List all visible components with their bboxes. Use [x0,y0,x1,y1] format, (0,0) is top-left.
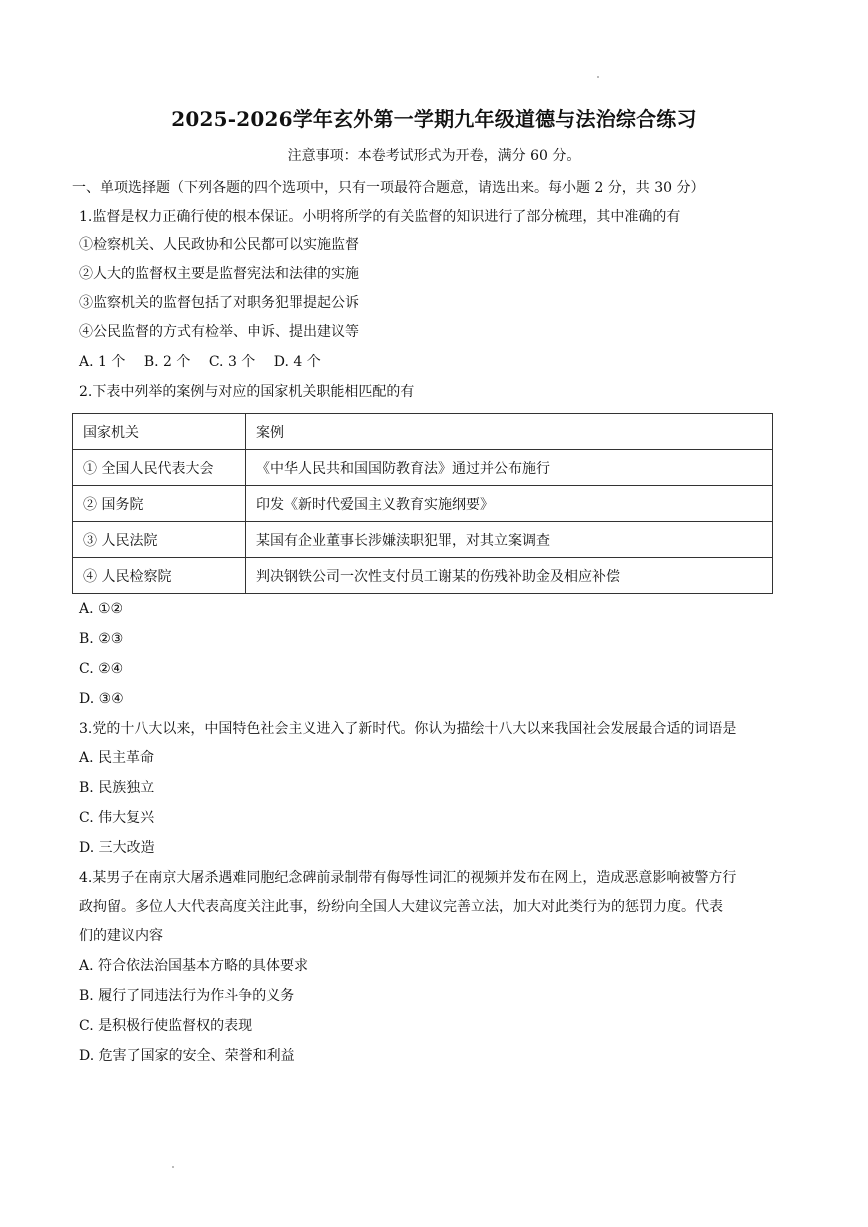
question-4-stem-line: 们的建议内容 [79,928,163,944]
table-row [73,522,773,558]
table-cell-case: 《中华人民共和国国防教育法》通过并公布施行 [246,450,773,486]
question-1-options [79,352,321,372]
table-cell-case: 印发《新时代爱国主义教育实施纲要》 [246,486,773,522]
question-2-option-b: B. ②③ [79,631,124,647]
table-cell-case: 某国有企业董事长涉嫌渎职犯罪，对其立案调查 [246,522,773,558]
case-table [72,413,773,594]
option-c: C. 3 个 [208,354,256,370]
table-header-cell: 案例 [246,414,773,450]
question-1-item: ③监察机关的监督包括了对职务犯罪提起公诉 [79,295,359,311]
question-1-item: ①检察机关、人民政协和公民都可以实施监督 [79,237,359,253]
exam-notice: 注意事项：本卷考试形式为开卷，满分 60 分。 [287,148,581,164]
question-3-option-c: C. 伟大复兴 [79,810,155,826]
question-4-option-b: B. 履行了同违法行为作斗争的义务 [79,988,295,1004]
table-row [73,558,773,594]
question-3-option-d: D. 三大改造 [79,840,155,856]
section-heading: 一、单项选择题（下列各题的四个选项中，只有一项最符合题意，请选出来。每小题 2 分，共 30 分） [72,180,705,196]
question-2-option-d: D. ③④ [79,691,124,707]
question-4-stem-line: 政拘留。多位人大代表高度关注此事，纷纷向全国人大建议完善立法，加大对此类行为的惩罚力度。代表 [79,899,723,915]
scan-dot [597,76,599,78]
table-cell-case: 判决钢铁公司一次性支付员工谢某的伤残补助金及相应补偿 [246,558,773,594]
question-1-stem: 1.监督是权力正确行使的根本保证。小明将所学的有关监督的知识进行了部分梳理，其中准确的有 [79,209,681,225]
question-3-stem: 3.党的十八大以来，中国特色社会主义进入了新时代。你认为描绘十八大以来我国社会发展最合适的词语是 [79,721,737,737]
question-4-option-d: D. 危害了国家的安全、荣誉和利益 [79,1048,295,1064]
table-cell-organ: ③ 人民法院 [73,522,246,558]
question-1-item: ②人大的监督权主要是监督宪法和法律的实施 [79,266,359,282]
question-3-option-b: B. 民族独立 [79,780,155,796]
option-b: B. 2 个 [143,354,191,370]
option-a: A. 1 个 [79,354,126,370]
table-row [73,486,773,522]
table-header-cell: 国家机关 [73,414,246,450]
question-4-stem-line: 4.某男子在南京大屠杀遇难同胞纪念碑前录制带有侮辱性词汇的视频并发布在网上，造成恶意影响被警方行 [79,870,737,886]
question-2-option-c: C. ②④ [79,661,124,677]
scan-dot [172,1166,174,1168]
question-3-option-a: A. 民主革命 [79,750,155,766]
table-cell-organ: ④ 人民检察院 [73,558,246,594]
table-header-row [73,414,773,450]
table-cell-organ: ① 全国人民代表大会 [73,450,246,486]
question-4-option-a: A. 符合依法治国基本方略的具体要求 [79,958,309,974]
question-1-item: ④公民监督的方式有检举、申诉、提出建议等 [79,324,359,340]
table-cell-organ: ② 国务院 [73,486,246,522]
question-2-option-a: A. ①② [79,601,124,617]
page-title: 2025-2026学年玄外第一学期九年级道德与法治综合练习 [171,107,697,131]
question-2-stem: 2.下表中列举的案例与对应的国家机关职能相匹配的有 [79,384,415,400]
question-4-option-c: C. 是积极行使监督权的表现 [79,1018,253,1034]
table-row [73,450,773,486]
option-d: D. 4 个 [273,354,321,370]
